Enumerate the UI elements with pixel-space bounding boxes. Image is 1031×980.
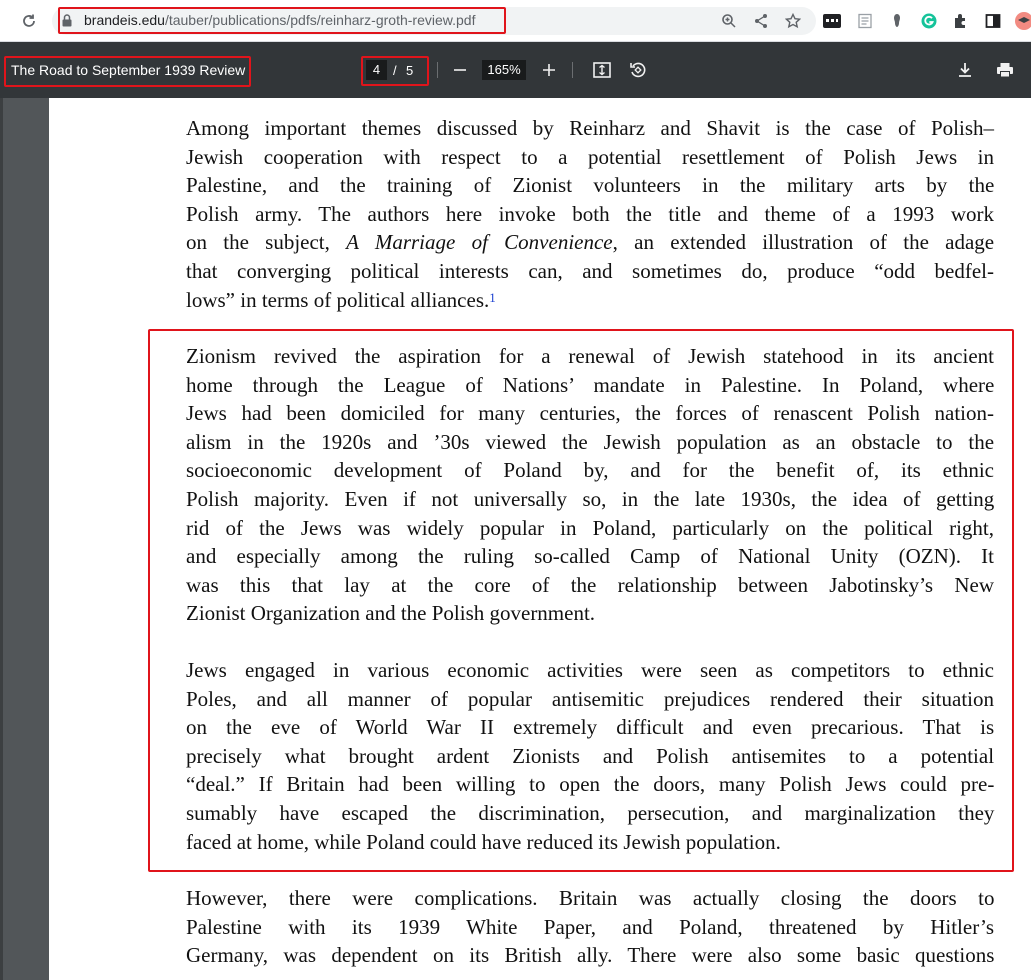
page-separator: / <box>393 63 397 78</box>
share-icon[interactable] <box>750 10 772 32</box>
page-number-input[interactable]: 4 <box>366 60 387 80</box>
minus-icon <box>453 63 467 77</box>
text-line: and especially among the ruling so-called Camp of National Unity (OZN). It <box>186 544 994 569</box>
print-button[interactable] <box>993 58 1017 82</box>
paragraph-1 <box>186 114 994 314</box>
fit-page-button[interactable] <box>590 58 614 82</box>
text-line: rid of the Jews was widely popular in Poland, particularly on the political right, <box>186 515 994 540</box>
text-line: precisely what brought ardent Zionists and Polish antisemites to a potential <box>186 743 995 768</box>
url-path: /tauber/publications/pdfs/reinharz-groth-review.pdf <box>164 12 476 28</box>
extension-dark-icon[interactable] <box>821 10 843 32</box>
text-line: Jews engaged in various economic activities were seen as competitors to ethnic <box>186 658 994 682</box>
star-icon[interactable] <box>782 10 804 32</box>
extensions-puzzle-icon[interactable] <box>950 10 972 32</box>
text-line <box>186 286 994 315</box>
viewer-edge <box>0 98 3 980</box>
text-run: on the subject, <box>186 230 347 255</box>
toolbar-divider <box>572 62 573 78</box>
toolbar-divider <box>437 62 438 78</box>
text-line: on the eve of World War II extremely difficult and even precarious. That is <box>186 715 995 740</box>
zoom-in-button[interactable] <box>537 58 561 82</box>
reload-icon[interactable] <box>18 10 40 32</box>
plus-icon <box>542 63 556 77</box>
paragraph-4 <box>186 884 994 970</box>
print-icon <box>996 62 1014 78</box>
fit-to-page-icon <box>593 62 611 78</box>
text-line: Poles, and all manner of popular antisemitic prejudices rendered their situation <box>186 686 994 711</box>
url-text[interactable] <box>84 12 475 28</box>
page-total: 5 <box>406 63 414 78</box>
text-line: Jewish cooperation with respect to a potential resettlement of Polish Jews in <box>186 144 994 169</box>
text-line: sumably have escaped the discrimination, persecution, and marginalization they <box>186 800 995 825</box>
pdf-viewer[interactable] <box>0 98 1031 980</box>
footnote-link[interactable]: 1 <box>489 289 496 305</box>
zoom-out-button[interactable] <box>448 58 472 82</box>
text-line: Among important themes discussed by Reinharz and Shavit is the case of Polish– <box>186 116 994 140</box>
url-domain: brandeis.edu <box>84 12 165 28</box>
book-title: A Marriage of Convenience <box>346 230 613 255</box>
side-panel-icon[interactable] <box>982 10 1004 32</box>
text-line: “deal.” If Britain had been willing to open the doors, many Polish Jews could pre- <box>186 772 995 797</box>
text-line: Palestine, and the training of Zionist volunteers in the military arts by the <box>186 173 995 198</box>
grammarly-icon[interactable] <box>918 10 940 32</box>
download-button[interactable] <box>953 58 977 82</box>
text-line: Jews had been domiciled for many centuries, the forces of renascent Polish nation- <box>186 401 994 426</box>
text-line: Zionist Organization and the Polish government. <box>186 601 596 626</box>
text-line: that converging political interests can, and sometimes do, produce “odd bedfel- <box>186 258 994 283</box>
text-line: faced at home, while Poland could have reduced its Jewish population. <box>186 829 781 854</box>
document-title: The Road to September 1939 Review <box>11 62 246 78</box>
text-line: Polish army. The authors here invoke both the title and theme of a 1993 work <box>186 201 994 226</box>
profile-avatar-icon[interactable] <box>1013 10 1031 32</box>
rotate-icon <box>629 61 647 79</box>
text-line: Palestine with its 1939 White Paper, and Poland, threatened by Hitler’s <box>186 914 994 939</box>
zoom-icon[interactable] <box>718 10 740 32</box>
text-line: Germany, was dependent on its British ally. There were also some basic questions <box>186 943 995 968</box>
text-line: home through the League of Nations’ mandate in Palestine. In Poland, where <box>186 372 995 397</box>
text-line: However, there were complications. Britain was actually closing the doors to <box>186 886 995 910</box>
text-line: Zionism revived the aspiration for a renewal of Jewish statehood in its ancient <box>186 344 994 368</box>
reader-extension-icon[interactable] <box>854 10 876 32</box>
pdf-toolbar <box>0 42 1031 98</box>
rotate-button[interactable] <box>626 58 650 82</box>
browser-toolbar <box>0 0 1031 42</box>
text-line <box>186 228 994 257</box>
text-line: socioeconomic development of Poland by, and for the benefit of, its ethnic <box>186 458 994 483</box>
text-line: was this that lay at the core of the relationship between Jabotinsky’s New <box>186 572 994 597</box>
pdf-page <box>49 98 1031 980</box>
zoom-input[interactable]: 165% <box>482 60 526 80</box>
download-icon <box>957 62 973 78</box>
text-run: , an extended illustration of the adage <box>612 230 995 255</box>
paragraph-highlight-box <box>148 329 1014 872</box>
voice-extension-icon[interactable] <box>886 10 908 32</box>
lock-icon[interactable] <box>62 14 72 27</box>
text-run: lows” in terms of political alliances. <box>186 287 490 312</box>
text-line: alism in the 1920s and ’30s viewed the Jewish population as an obstacle to the <box>186 429 995 454</box>
text-line: Polish majority. Even if not universally so, in the late 1930s, the idea of getting <box>186 486 995 511</box>
